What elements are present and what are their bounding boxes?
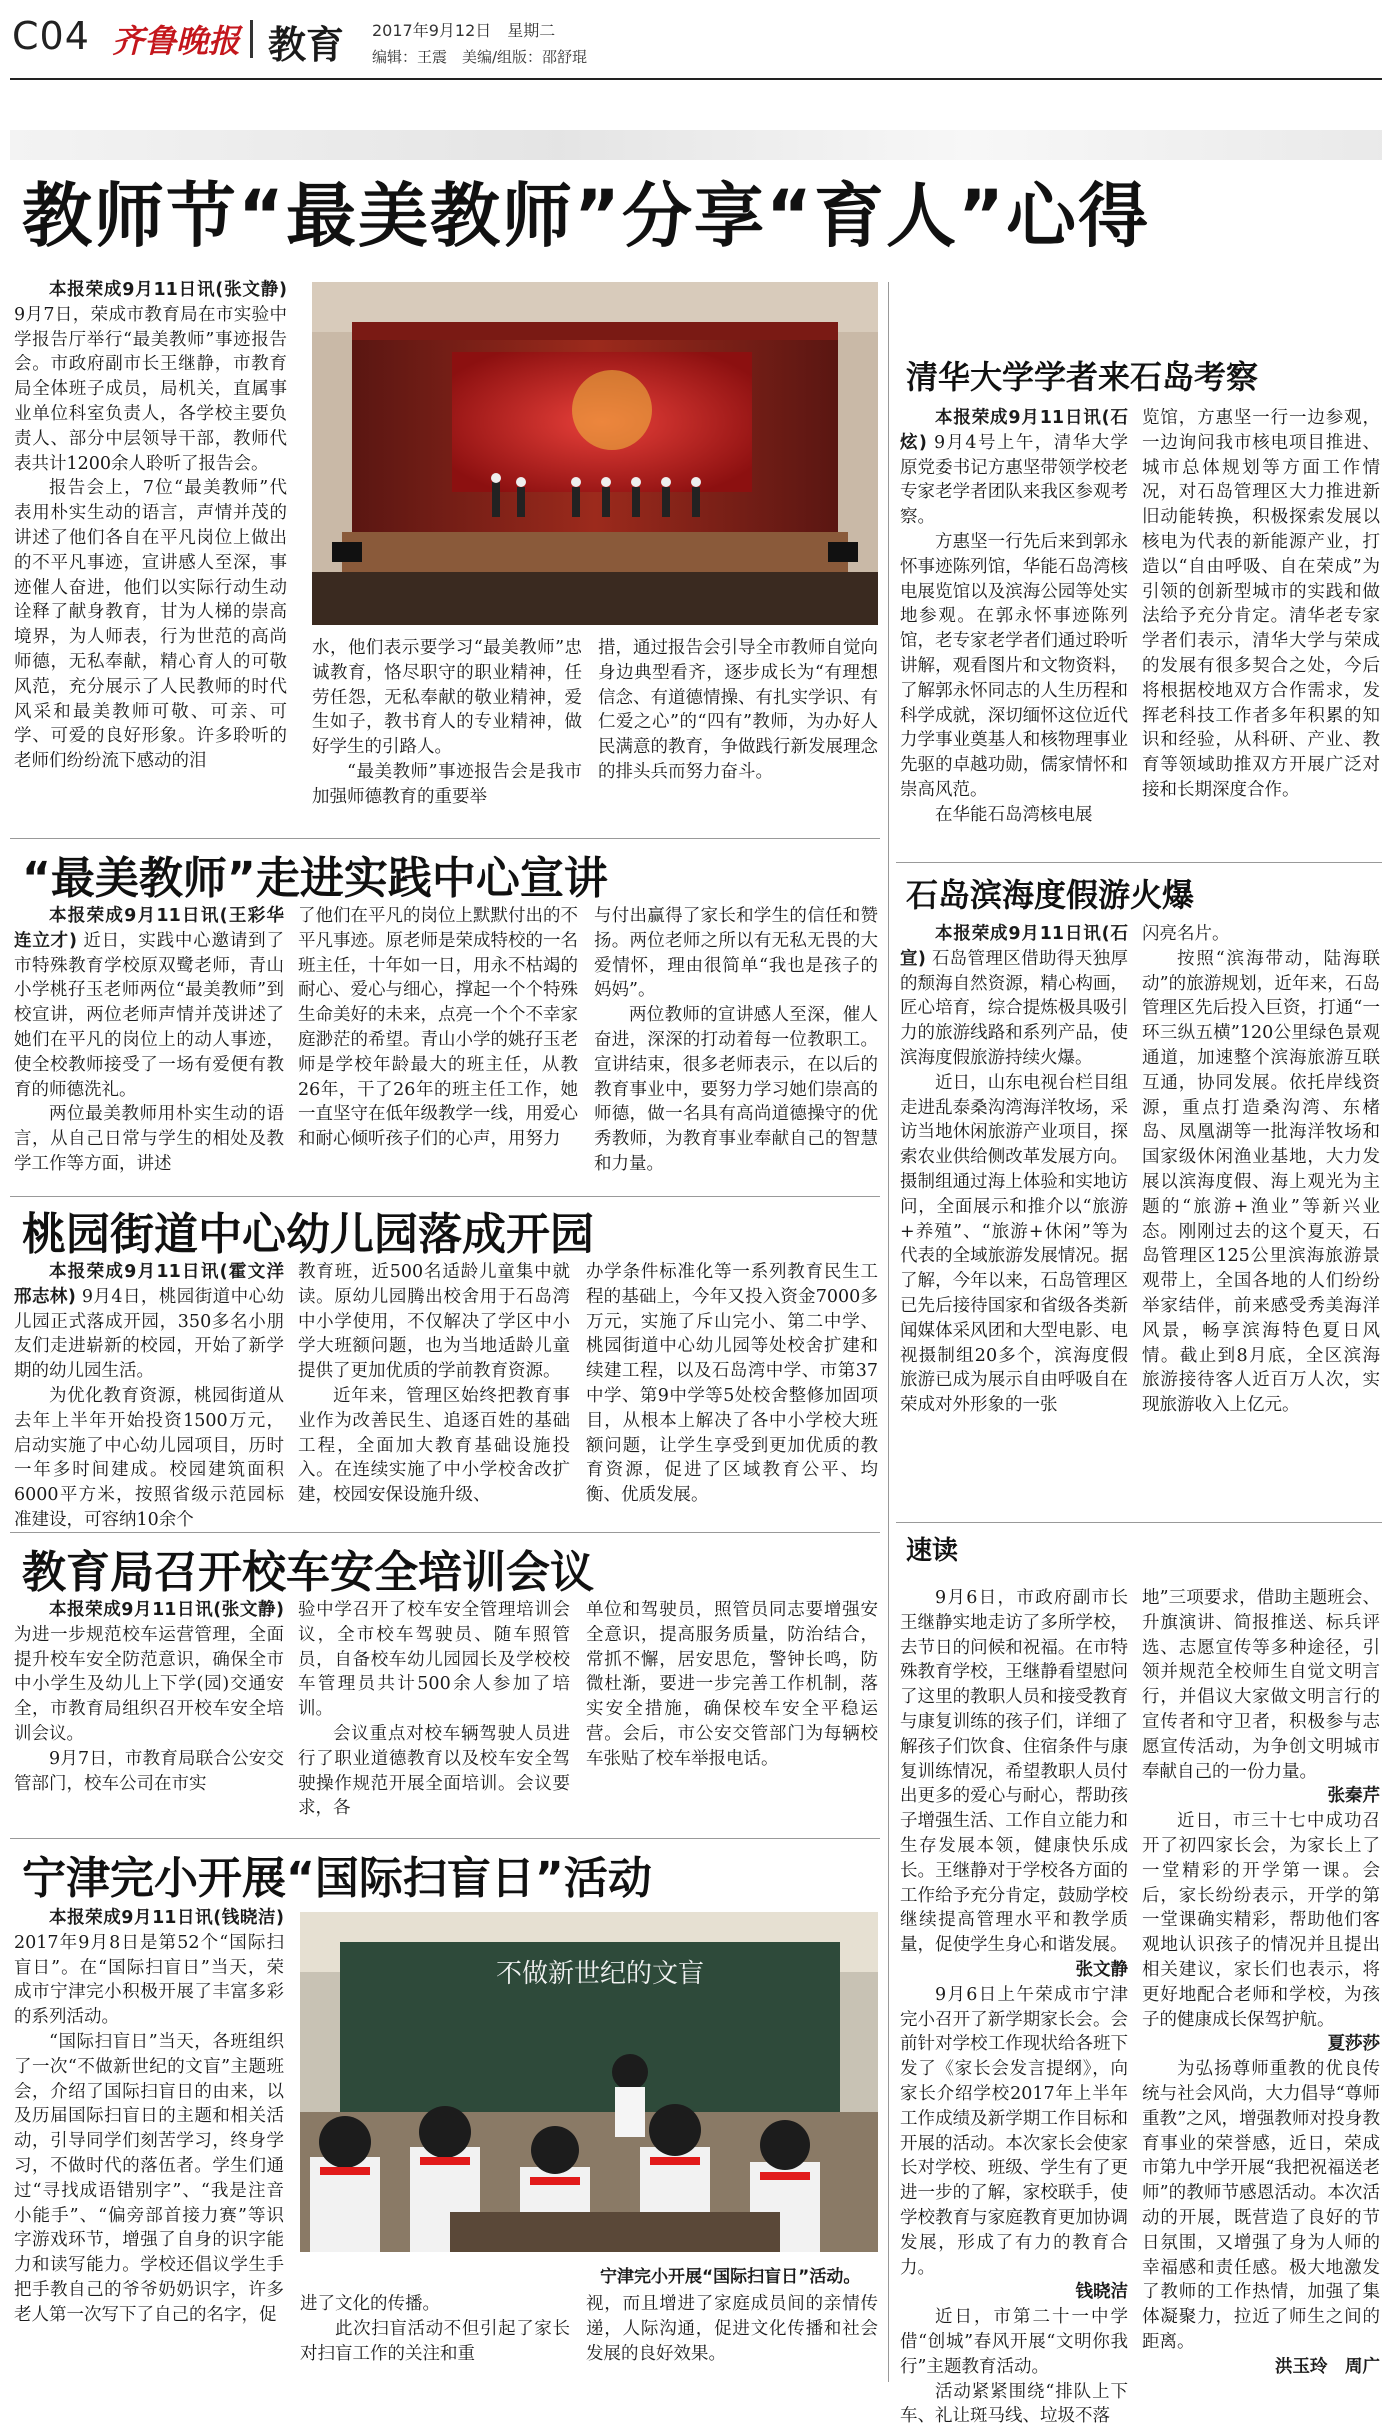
story6-headline: 清华大学学者来石岛考察 xyxy=(906,352,1258,398)
story2-text-2: 两位最美教师用朴实生动的语言，从自己日常与学生的相处及教学工作等方面，讲述 xyxy=(14,1102,284,1176)
story4-col1 xyxy=(14,1598,284,1836)
story7-col1 xyxy=(900,922,1128,1518)
brief4-byline: 夏莎莎 xyxy=(1142,2032,1380,2057)
story4-text-5: 单位和驾驶员，照管员同志要增强安全意识，提高服务质量，防治结合，常抓不懈，居安思危，警钟长鸣，防微杜渐，要进一步完善工作机制，落实安全措施，确保校车安全平稳运营。会后，市公安交管部门为每辆校车张贴了校车举报电话。 xyxy=(586,1598,878,1772)
story6-text-1: 9月4号上午，清华大学原党委书记方惠坚带领学校老专家老学者团队来我区参观考察。 xyxy=(900,433,1128,527)
lead-col1 xyxy=(14,278,287,833)
story3-text-2: 为优化教育资源，桃园街道从去年上半年开始投资1500万元，启动实施了中心幼儿园项目，历时一年多时间建成。校园建筑面积6000平方米，按照省级示范园标准建设，可容纳10余个 xyxy=(14,1384,284,1533)
divider-bar xyxy=(250,20,253,58)
brief1-byline: 张文静 xyxy=(900,1958,1128,1983)
story5-text-2: “国际扫盲日”当天，各班组织了一次“不做新世纪的文盲”主题班会，介绍了国际扫盲日的由来，以及历届国际扫盲日的主题和相关活动，引导同学们刻苦学习，终身学习，不做时代的落伍者。学生们通过“寻找成语错别字”、“我是注音小能手”、“偏旁部首接力赛”等识字游戏环节，增强了自身的识字能力和读写能力。学校还倡议学生手把手教自己的爷爷奶奶识字，许多老人第一次写下了自己的名字，促 xyxy=(14,2030,284,2328)
story5-col3 xyxy=(586,2292,878,2382)
brief1-text: 9月6日，市政府副市长王继静实地走访了多所学校，去节日的问候和祝福。在市特殊教育学校，王继静看望慰问了这里的教职人员和接受教育与康复训练的孩子们，详细了解孩子们饮食、住宿条件与康复训练情况，希望教职人员付出更多的爱心与耐心，帮助孩子增强生活、工作自立能力和生存发展本领，健康快乐成长。王继静对于学校各方面的工作给予充分肯定，鼓励学校继续提高管理水平和教学质量，促使学生身心和谐发展。 xyxy=(900,1586,1128,1958)
story3-text-5: 办学条件标准化等一系列教育民生工程的基础上，今年又投入资金7000多万元，实施了斥山完小、第二中学、桃园街道中心幼儿园等处校舍扩建和续建工程，以及石岛湾中学、市第37中学、第9中学等5处校舍整修加固项目，从根本上解决了各中小学校大班额问题，让学生享受到更加优质的教育资源，促进了区域教育公平、均衡、优质发展。 xyxy=(586,1260,878,1508)
story5-col2 xyxy=(300,2292,570,2382)
page-number: C04 xyxy=(12,14,90,58)
stage-photo-illustration xyxy=(312,282,878,625)
story7-headline: 石岛滨海度假游火爆 xyxy=(906,870,1194,916)
lead-col2 xyxy=(312,636,582,836)
story5-text-4: 此次扫盲活动不但引起了家长对扫盲工作的关注和重 xyxy=(300,2317,570,2367)
briefs-rule xyxy=(896,1522,1382,1523)
brief3-text-2: 活动紧紧围绕“排队上下车、礼让斑马线、垃圾不落 xyxy=(900,2380,1128,2429)
brief5-text: 为弘扬尊师重教的优良传统与社会风尚，大力倡导“尊师重教”之风，增强教师对投身教育事业的荣誉感，近日，荣成市第九中学开展“我把祝福送老师”的教师节感恩活动。本次活动的开展，既营造了良好的节日氛围，又增强了身为人师的幸福感和责任感。极大地激发了教师的工作热情，加强了集体凝聚力，拉近了师生之间的距离。 xyxy=(1142,2057,1380,2355)
story5-photo xyxy=(300,1912,878,2252)
brief2-byline: 钱晓洁 xyxy=(900,2280,1128,2305)
story4-col2 xyxy=(298,1598,570,1836)
story5-text-3: 进了文化的传播。 xyxy=(300,2292,570,2317)
story3-text-4: 近年来，管理区始终把教育事业作为改善民生、追逐百姓的基础工程，全面加大教育基础设施投入。在连续实施了中小学校舍改扩建，校园安保设施升级、 xyxy=(298,1384,570,1508)
story2-dateline: 本报荣成9月11日讯(王彩华 连立才) xyxy=(14,906,302,951)
story5-headline: 宁津完小开展“国际扫盲日”活动 xyxy=(22,1842,652,1906)
story4-dateline: 本报荣成9月11日讯(张文静) xyxy=(49,1600,284,1620)
brief4-text: 近日，市三十七中成功召开了初四家长会，为家长上了一堂精彩的开学第一课。会后，家长纷纷表示，开学的第一堂课确实精彩，帮助他们客观地认识孩子的情况并且提出相关建议，家长们也表示，将更好地配合老师和学校，为孩子的健康成长保驾护航。 xyxy=(1142,1809,1380,2032)
story3-text-3: 教育班，近500名适龄儿童集中就读。原幼儿园腾出校舍用于石岛湾中小学使用，不仅解决了学区中小学大班额问题，也为当地适龄儿童提供了更加优质的学前教育资源。 xyxy=(298,1260,570,1384)
classroom-photo-illustration xyxy=(300,1912,878,2252)
story5-text-5: 视，而且增进了家庭成员间的亲情传递，人际沟通，促进文化传播和社会发展的良好效果。 xyxy=(586,2292,878,2366)
lead-photo xyxy=(312,282,878,625)
story6-text-3: 在华能石岛湾核电展 xyxy=(900,803,1128,828)
story2-text-4: 与付出赢得了家长和学生的信任和赞扬。两位老师之所以有无私无畏的大爱情怀，理由很简单“我也是孩子的妈妈”。 xyxy=(594,904,878,1003)
story2-headline: “最美教师”走进实践中心宣讲 xyxy=(22,842,608,906)
lead-headline: 教师节“最美教师”分享“育人”心得 xyxy=(22,160,1150,261)
story7-text-1: 石岛管理区借助得天独厚的颓海自然资源，精心构画，匠心培育，综合提炼极具吸引力的旅游线路和系列产品，使滨海度假旅游持续火爆。 xyxy=(900,949,1128,1068)
lead-text-5: 措，通过报告会引导全市教师自觉向身边典型看齐，逐步成长为“有理想信念、有道德情操、有扎实学识、有仁爱之心”的“四有”教师，为办好人民满意的教育，争做践行新发展理念的排头兵而努力奋斗。 xyxy=(598,636,878,785)
story2-text-1: 近日，实践中心邀请到了市特殊教育学校原双鹭老师，青山小学桃孖玉老师两位“最美教师”到校宣讲，两位老师声情并茂讲述了她们在平凡的岗位上的动人事迹，使全校教师接受了一场有爱便有教育的师德洗礼。 xyxy=(14,931,284,1100)
masthead-rule xyxy=(10,78,1382,80)
story4-text-2: 9月7日，市教育局联合公安交管部门，校车公司在市实 xyxy=(14,1747,284,1797)
story3-text-1: 9月4日，桃园街道中心幼儿园正式落成开园，350多名小朋友们走进崭新的校园，开始了新学期的幼儿园生活。 xyxy=(14,1287,284,1381)
story4-text-1: 为进一步规范校车运营管理，全面提升校车安全防范意识，确保全市中小学生及幼儿上下学(园)交通安全，市教育局组织召开校车安全培训会议。 xyxy=(14,1625,284,1744)
photo-caption: 宁津完小开展“国际扫盲日”活动。 xyxy=(600,2262,860,2287)
story4-text-4: 会议重点对校车辆驾驶人员进行了职业道德教育以及校车安全驾驶操作规范开展全面培训。会议要求，各 xyxy=(298,1722,570,1821)
story2-col2 xyxy=(298,904,578,1194)
brief2-text: 9月6日上午荣成市宁津完小召开了新学期家长会。会前针对学校工作现状给各班下发了《家长会发言提纲》，向家长介绍学校2017年上半年工作成绩及新学期工作目标和开展的活动。本次家长会使家长对学校、班级、学生有了更进一步的了解，家校联手，使学校教育与家庭教育更加协调发展，形成了有力的教育合力。 xyxy=(900,1983,1128,2281)
story4-text-3: 验中学召开了校车安全管理培训会议，全市校车驾驶员、随车照管员，自备校车幼儿园园长及学校校车管理员共计500余人参加了培训。 xyxy=(298,1598,570,1722)
editor-credits: 编辑：王震 美编/组版：邵舒琨 xyxy=(372,46,587,67)
story4-headline: 教育局召开校车安全培训会议 xyxy=(22,1536,594,1600)
lead-text-3: 水，他们表示要学习“最美教师”忠诚教育，恪尽职守的职业精神，任劳任怨，无私奉献的敬业精神，爱生如子，教书育人的专业精神，做好学生的引路人。 xyxy=(312,636,582,760)
lead-dateline: 本报荣成9月11日讯(张文静) xyxy=(49,280,287,300)
story6-col1 xyxy=(900,406,1128,858)
section-name: 教育 xyxy=(268,14,344,69)
lead-text-4: “最美教师”事迹报告会是我市加强师德教育的重要举 xyxy=(312,760,582,810)
paper-logo: 齐鲁晚报 xyxy=(112,16,240,62)
story7-text-3: 闪亮名片。 xyxy=(1142,922,1380,947)
briefs-col2 xyxy=(1142,1586,1380,2382)
lead-text-1: 9月7日，荣成市教育局在市实验中学报告厅举行“最美教师”事迹报告会。市政府副市长王继静，市教育局全体班子成员，局机关，直属事业单位科室负责人，各学校主要负责人、部分中层领导干部，教师代表共计1200余人聆听了报告会。 xyxy=(14,305,287,474)
brief5-byline: 洪玉玲 周广 xyxy=(1142,2355,1380,2380)
issue-date: 2017年9月12日 星期二 xyxy=(372,18,555,41)
story5-col1 xyxy=(14,1906,284,2382)
story3-col3 xyxy=(586,1260,878,1530)
briefs-headline: 速读 xyxy=(906,1530,958,1567)
story3-rule xyxy=(10,1196,880,1197)
story5-rule xyxy=(10,1838,880,1839)
story7-text-2: 近日，山东电视台栏目组走进乱泰桑沟湾海洋牧场，采访当地休闲旅游产业项目，探索农业供给侧改革发展方向。摄制组通过海上体验和实地访问，全面展示和推介以“旅游+养殖”、“旅游+休闲”等为代表的全域旅游发展情况。据了解，今年以来，石岛管理区已先后接待国家和省级各类新闻媒体采风团和大型电影、电视摄制组20多个，滨海度假旅游已成为展示自由呼吸自在荣成对外形象的一张 xyxy=(900,1071,1128,1418)
story7-dateline: 本报荣成9月11日讯(石宣) xyxy=(900,924,1128,969)
story6-col2 xyxy=(1142,406,1380,858)
story7-text-4: 按照“滨海带动，陆海联动”的旅游规划，近年来，石岛管理区先后投入巨资，打通“一环三纵五横”120公里绿色景观通道，加速整个滨海旅游互联互通，协同发展。依托岸线资源，重点打造桑沟湾、东楮岛、凤凰湖等一批海洋牧场和国家级休闲渔业基地，大力发展以滨海度假、海上观光为主题的“旅游+渔业”等新兴业态。刚刚过去的这个夏天，石岛管理区125公里滨海旅游景观带上，全国各地的人们纷纷举家结伴，前来感受秀美海洋风景，畅享滨海特色夏日风情。截止到8月底，全区滨海旅游接待客人近百万人次，实现旅游收入上亿元。 xyxy=(1142,947,1380,1418)
story3-dateline: 本报荣成9月11日讯(霍文洋 邢志林) xyxy=(14,1262,302,1307)
brief3-text-3: 地”三项要求，借助主题班会、升旗演讲、简报推送、标兵评选、志愿宣传等多种途径，引领并规范全校师生自觉文明言行，并倡议大家做文明言行的宣传者和守卫者，积极参与志愿宣传活动，为争创文明城市奉献自己的一份力量。 xyxy=(1142,1586,1380,1784)
story6-text-4: 览馆，方惠坚一行一边参观，一边询问我市核电项目推进、城市总体规划等方面工作情况，对石岛管理区大力推进新旧动能转换，积极探索发展以核电为代表的新能源产业，打造以“自由呼吸、自在荣成”为引领的创新型城市的实践和做法给予充分肯定。清华老专家学者们表示，清华大学与荣成的发展有很多契合之处，今后将根据校地双方合作需求，发挥老科技工作者多年积累的知识和经验，从科研、产业、教育等领域助推双方开展广泛对接和长期深度合作。 xyxy=(1142,406,1380,803)
story7-rule xyxy=(896,862,1382,863)
story2-text-5: 两位教师的宣讲感人至深，催人奋进，深深的打动着每一位教职工。宣讲结束，很多老师表示，在以后的教育事业中，要努力学习她们崇高的师德，做一名具有高尚道德操守的优秀教师，为教育事业奉献自己的智慧和力量。 xyxy=(594,1003,878,1177)
lead-text-2: 报告会上，7位“最美教师”代表用朴实生动的语言，声情并茂的讲述了他们各自在平凡岗位上做出的不平凡事迹，宣讲感人至深，事迹催人奋进，他们以实际行动生动诠释了献身教育，甘为人梯的崇高境界，为人师表，行为世范的高尚师德，无私奉献，精心育人的可敬风范，充分展示了人民教师的时代风采和最美教师可敬、可亲、可学、可爱的良好形象。许多聆听的老师们纷纷流下感动的泪 xyxy=(14,476,287,774)
column-divider xyxy=(888,282,889,2382)
story3-col1 xyxy=(14,1260,284,1530)
brief3-text-1: 近日，市第二十一中学借“创城”春风开展“文明你我行”主题教育活动。 xyxy=(900,2305,1128,2379)
story2-rule xyxy=(10,838,880,839)
story6-text-2: 方惠坚一行先后来到郭永怀事迹陈列馆，华能石岛湾核电展览馆以及滨海公园等处实地参观。在郭永怀事迹陈列馆，老专家老学者们通过聆听讲解，观看图片和文物资料，了解郭永怀同志的人生历程和科学成就，深切缅怀这位近代力学事业奠基人和核物理事业先驱的卓越功勋，儒家情怀和崇高风范。 xyxy=(900,530,1128,803)
story5-text-1: 2017年9月8日是第52个“国际扫盲日”。在“国际扫盲日”当天，荣成市宁津完小积极开展了丰富多彩的系列活动。 xyxy=(14,1933,284,2027)
blackboard-text: 不做新世纪的文盲 xyxy=(496,1959,704,1989)
briefs-col1 xyxy=(900,1586,1128,2382)
story2-col3 xyxy=(594,904,878,1194)
story3-col2 xyxy=(298,1260,570,1530)
story2-text-3: 了他们在平凡的岗位上默默付出的不平凡事迹。原老师是荣成特校的一名班主任，十年如一日，用永不枯竭的耐心、爱心与细心，撑起一个个特殊生命美好的未来，点亮一个个不幸家庭渺茫的希望。青山小学的姚孖玉老师是学校年龄最大的班主任，从教26年，干了26年的班主任工作，她一直坚守在低年级教学一线，用爱心和耐心倾听孩子们的心声，用努力 xyxy=(298,904,578,1152)
story7-col2 xyxy=(1142,922,1380,1518)
story6-dateline: 本报荣成9月11日讯(石炫) xyxy=(900,408,1128,453)
story2-col1 xyxy=(14,904,284,1194)
story4-col3 xyxy=(586,1598,878,1836)
story3-headline: 桃园街道中心幼儿园落成开园 xyxy=(22,1198,594,1262)
story5-dateline: 本报荣成9月11日讯(钱晓洁) xyxy=(49,1908,284,1928)
brief3-byline: 张秦芹 xyxy=(1142,1784,1380,1809)
lead-col3 xyxy=(598,636,878,836)
story4-rule xyxy=(10,1532,880,1533)
decorative-band xyxy=(10,130,1382,160)
